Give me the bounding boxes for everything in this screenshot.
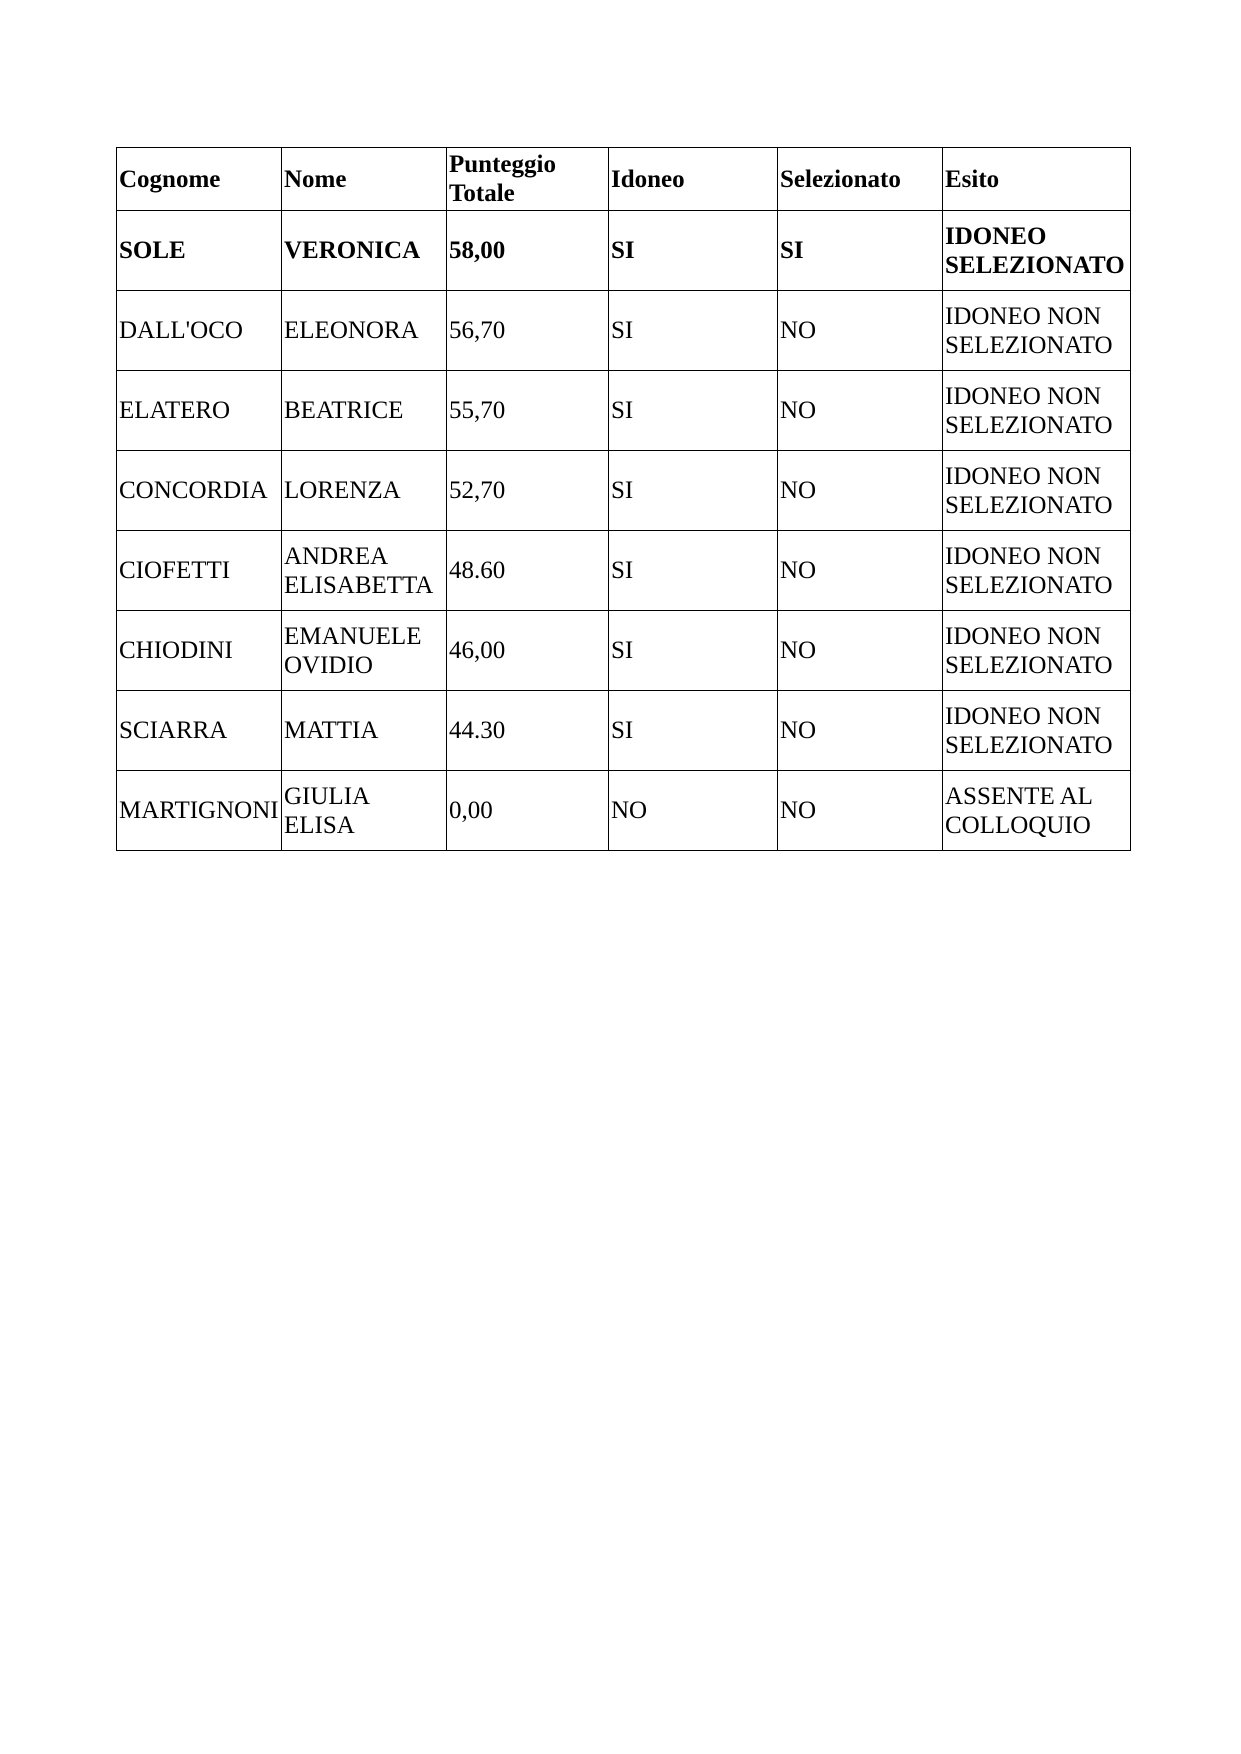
cell-esito-line2: SELEZIONATO (945, 731, 1113, 759)
cell-nome-line1: BEATRICE (284, 397, 404, 424)
cell-idoneo: SI (609, 451, 778, 531)
cell-esito-line1: IDONEO NON (945, 462, 1102, 490)
cell-punteggio: 48.60 (447, 531, 609, 611)
cell-nome-line2: ELISA (284, 811, 355, 839)
cell-nome (282, 531, 447, 611)
cell-selezionato: NO (778, 691, 943, 771)
table-row (117, 611, 1131, 691)
cell-nome-line1: MATTIA (284, 717, 379, 744)
cell-idoneo: SI (609, 211, 778, 291)
cell-idoneo: SI (609, 611, 778, 691)
cell-cognome: SCIARRA (117, 691, 282, 771)
cell-nome-line1: VERONICA (284, 237, 421, 264)
header-idoneo: Idoneo (609, 148, 778, 211)
cell-cognome: CHIODINI (117, 611, 282, 691)
cell-selezionato: NO (778, 371, 943, 451)
header-selezionato: Selezionato (778, 148, 943, 211)
cell-punteggio: 58,00 (447, 211, 609, 291)
cell-punteggio: 44.30 (447, 691, 609, 771)
table-row (117, 451, 1131, 531)
cell-nome-line1: ELEONORA (284, 317, 419, 344)
cell-cognome: CONCORDIA (117, 451, 282, 531)
cell-nome-line2: OVIDIO (284, 651, 373, 679)
header-esito: Esito (943, 148, 1131, 211)
cell-esito-line2: SELEZIONATO (945, 331, 1113, 359)
cell-selezionato: NO (778, 771, 943, 851)
cell-nome-line1: LORENZA (284, 477, 401, 504)
cell-punteggio: 56,70 (447, 291, 609, 371)
cell-esito-line1: IDONEO NON (945, 382, 1102, 410)
cell-nome-line1: ANDREA (284, 542, 389, 570)
cell-esito-line1: IDONEO NON (945, 302, 1102, 330)
cell-esito-line1: IDONEO NON (945, 542, 1102, 570)
cell-esito-line2: SELEZIONATO (945, 651, 1113, 679)
cell-nome (282, 451, 447, 531)
cell-esito-line2: SELEZIONATO (945, 571, 1113, 599)
cell-nome (282, 291, 447, 371)
cell-esito (943, 771, 1131, 851)
cell-cognome: SOLE (117, 211, 282, 291)
cell-esito (943, 371, 1131, 451)
table-row (117, 211, 1131, 291)
cell-nome (282, 611, 447, 691)
cell-esito-line1: IDONEO (945, 222, 1047, 250)
cell-esito-line2: COLLOQUIO (945, 811, 1091, 839)
table-body (117, 211, 1131, 851)
cell-idoneo: NO (609, 771, 778, 851)
cell-esito (943, 531, 1131, 611)
cell-esito-line2: SELEZIONATO (945, 411, 1113, 439)
table-row (117, 531, 1131, 611)
header-punteggio-line2: Totale (449, 180, 515, 207)
table-row (117, 371, 1131, 451)
cell-selezionato: NO (778, 291, 943, 371)
cell-nome-line1: GIULIA (284, 782, 371, 810)
header-nome: Nome (282, 148, 447, 211)
cell-selezionato: SI (778, 211, 943, 291)
cell-nome (282, 211, 447, 291)
cell-punteggio: 55,70 (447, 371, 609, 451)
cell-idoneo: SI (609, 691, 778, 771)
header-punteggio-line1: Punteggio (449, 151, 556, 178)
cell-esito-line1: ASSENTE AL (945, 782, 1093, 810)
table-row (117, 771, 1131, 851)
table-row (117, 691, 1131, 771)
cell-punteggio: 46,00 (447, 611, 609, 691)
cell-idoneo: SI (609, 371, 778, 451)
cell-selezionato: NO (778, 611, 943, 691)
cell-nome-line2: ELISABETTA (284, 571, 434, 599)
cell-cognome: MARTIGNONI (117, 771, 282, 851)
cell-punteggio: 52,70 (447, 451, 609, 531)
cell-selezionato: NO (778, 451, 943, 531)
cell-esito-line2: SELEZIONATO (945, 491, 1113, 519)
cell-cognome: ELATERO (117, 371, 282, 451)
results-table (116, 147, 1131, 851)
cell-esito (943, 691, 1131, 771)
cell-esito (943, 291, 1131, 371)
cell-esito-line1: IDONEO NON (945, 622, 1102, 650)
cell-idoneo: SI (609, 531, 778, 611)
cell-idoneo: SI (609, 291, 778, 371)
cell-cognome: DALL'OCO (117, 291, 282, 371)
cell-esito-line1: IDONEO NON (945, 702, 1102, 730)
cell-punteggio: 0,00 (447, 771, 609, 851)
cell-cognome: CIOFETTI (117, 531, 282, 611)
table-header-row (117, 148, 1131, 211)
cell-esito (943, 211, 1131, 291)
cell-esito (943, 611, 1131, 691)
cell-selezionato: NO (778, 531, 943, 611)
cell-nome (282, 771, 447, 851)
cell-esito (943, 451, 1131, 531)
header-punteggio (447, 148, 609, 211)
cell-nome (282, 691, 447, 771)
table-row (117, 291, 1131, 371)
header-cognome: Cognome (117, 148, 282, 211)
cell-nome-line1: EMANUELE (284, 622, 422, 650)
cell-nome (282, 371, 447, 451)
cell-esito-line2: SELEZIONATO (945, 251, 1125, 279)
